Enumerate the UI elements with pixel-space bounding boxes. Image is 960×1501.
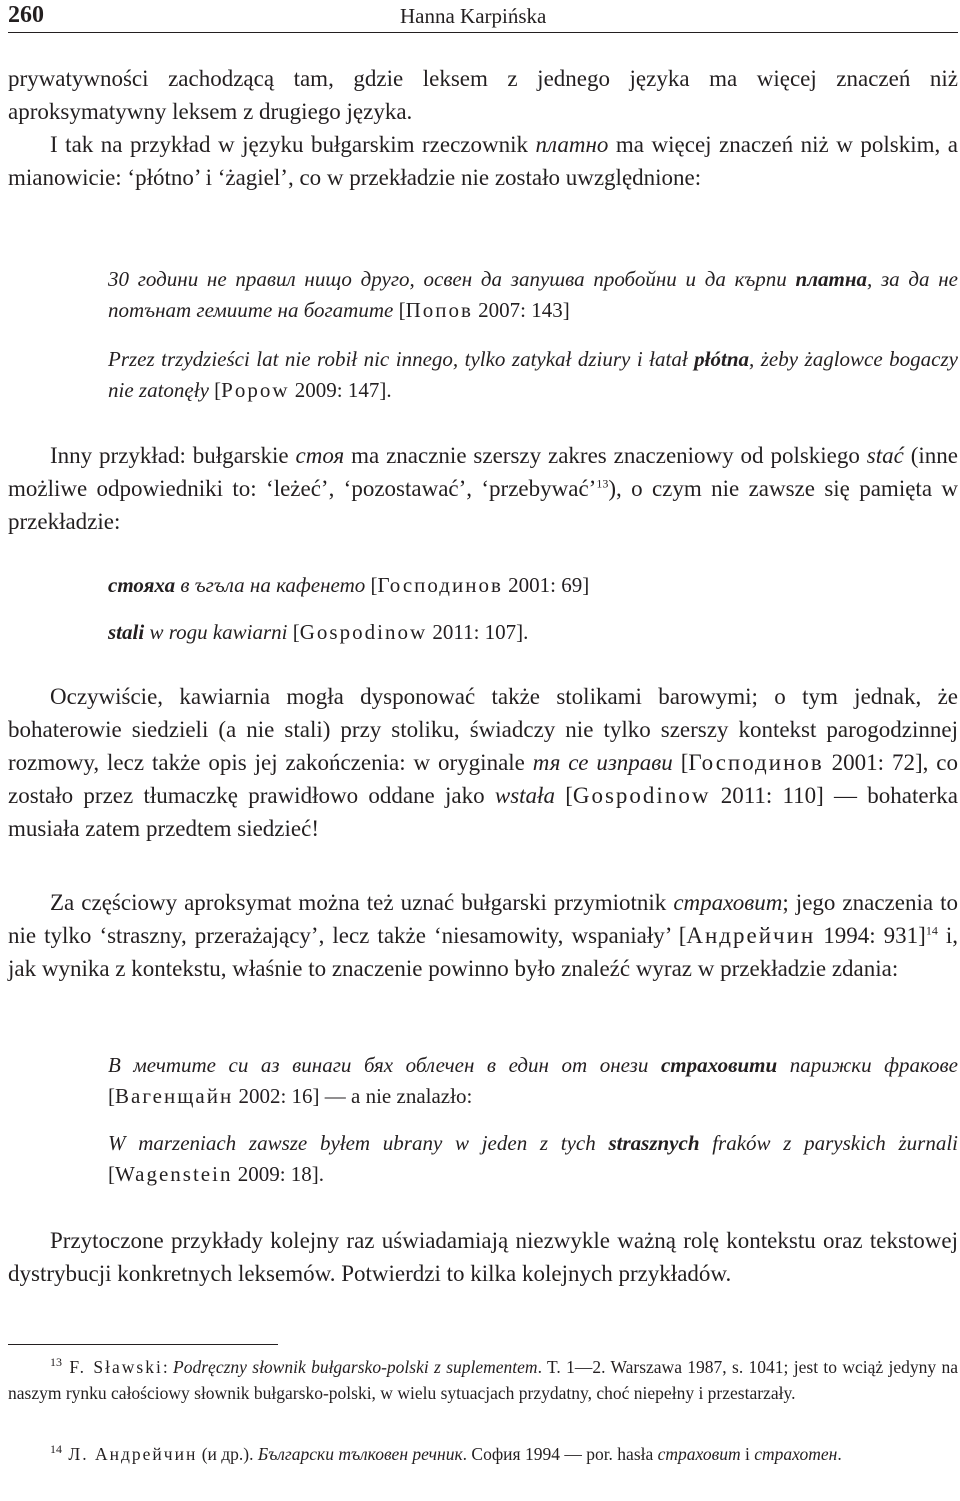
footnote-text: . София 1994 — por. hasła <box>462 1444 658 1464</box>
citation-author: Вагенщайн <box>115 1084 234 1108</box>
example-text: В мечтите си аз винаги бях облечен в един от онези <box>108 1053 661 1077</box>
citation-author: Gospodinow <box>572 783 711 808</box>
footnote-text: : <box>162 1357 174 1377</box>
footnote-divider <box>8 1344 278 1345</box>
italic-word: страховит <box>673 890 783 915</box>
italic-word: тя се изправи <box>532 750 673 775</box>
paragraph-2 <box>8 128 958 194</box>
example-text: в ъгъла на кафенето <box>175 573 371 597</box>
paragraph-5 <box>8 886 958 985</box>
paragraph-3 <box>8 439 958 538</box>
paragraph-text: 1994: 931] <box>815 923 926 948</box>
paragraph-text: [ <box>672 750 689 775</box>
citation-year: 2011: 107]. <box>427 620 529 644</box>
footnote-author: Л. Андрейчин <box>62 1444 198 1464</box>
paragraph-text: ), o czym nie zawsze się pamięta w przekładzie: <box>8 476 958 534</box>
paragraph-text: I tak na przykład w języku bułgarskim rzeczownik <box>50 132 536 157</box>
citation-author: Господинов <box>377 573 503 597</box>
citation-year: 2002: 16] — a nie znalazło: <box>233 1084 473 1108</box>
example-text: W marzeniach zawsze byłem ubrany w jeden z tych <box>108 1131 609 1155</box>
highlighted-word: stali <box>108 620 145 644</box>
footnote-text: i <box>740 1444 755 1464</box>
highlighted-word: стояха <box>108 573 176 597</box>
citation-author: Wagenstein <box>115 1162 233 1186</box>
paragraph-text: 2011: 110] — bohaterka musiała zatem przedtem siedzieć! <box>8 783 958 841</box>
example-text: , żeby żaglowce bogaczy nie zatonęły <box>108 347 958 402</box>
running-head-author: Hanna Karpińska <box>400 4 547 28</box>
example-text: fraków z paryskich żurnali <box>699 1131 958 1155</box>
citation-bracket: [ <box>398 298 406 322</box>
example-text: Przez trzydzieści lat nie robił nic innego, tylko zatykał dziury i łatał <box>108 347 695 371</box>
citation-bracket: [ <box>108 1162 115 1186</box>
citation-year: 2007: 143] <box>472 298 570 322</box>
footnote-number: 13 <box>50 1355 62 1370</box>
italic-word: платно <box>535 132 609 157</box>
citation-bracket: [ <box>370 573 378 597</box>
paragraph-text: prywatywności zachodzącą tam, gdzie leksem z jednego języka ma więcej znaczeń niż aproksymatywny leksem z drugiego języka. <box>8 66 958 124</box>
paragraph-text: Inny przykład: bułgarskie <box>50 443 296 468</box>
italic-word: страховит <box>657 1444 741 1464</box>
paragraph-text: [ <box>554 783 573 808</box>
italic-word: wstała <box>494 783 555 808</box>
example-3-bulgarian <box>108 1050 958 1112</box>
citation-bracket: [ <box>292 620 300 644</box>
footnote-14 <box>8 1441 958 1467</box>
example-1-polish <box>108 344 958 406</box>
footnote-text: . <box>837 1444 842 1464</box>
paragraph-text: ma znacznie szerszy zakres znaczeniowy od polskiego <box>344 443 867 468</box>
citation-author: Gospodinow <box>299 620 428 644</box>
italic-word: страхотен <box>754 1444 838 1464</box>
paragraph-text: i, jak wynika z kontekstu, właśnie to znaczenie powinno było znaleźć wyraz w przekładzie zdania: <box>8 923 959 981</box>
citation-year: 2009: 147]. <box>289 378 392 402</box>
example-2-bulgarian <box>108 570 958 601</box>
example-text: парижки фракове <box>777 1053 958 1077</box>
page-number: 260 <box>8 2 44 28</box>
footnote-title: Podręczny słownik bułgarsko-polski z suplementem <box>173 1357 538 1377</box>
citation-author: Попов <box>405 298 473 322</box>
example-text: w rogu kawiarni <box>144 620 293 644</box>
running-header <box>8 0 958 33</box>
paragraph-text: ma więcej znaczeń niż w polskim, a mianowicie: ‘płótno’ i ‘żagiel’, co w przekładzie nie zostało uwzględnione: <box>8 132 958 190</box>
paragraph-6 <box>8 1224 958 1290</box>
highlighted-word: страховити <box>660 1053 778 1077</box>
highlighted-word: strasznych <box>608 1131 700 1155</box>
citation-author: Андрейчин <box>686 923 816 948</box>
citation-author: Господинов <box>688 750 824 775</box>
paragraph-text: Przytoczone przykłady kolejny raz uświadamiają niezwykle ważną rolę kontekstu oraz tekstowej dystrybucji konkretnych leksemów. Potwierdzi to kilka kolejnych przykładów. <box>8 1228 958 1286</box>
paragraph-1 <box>8 62 958 128</box>
example-text: 30 години не правил нищо друго, освен да запушва пробойни и да кърпи <box>108 267 796 291</box>
example-text: , за да не потънат гемиите на богатите <box>108 267 959 322</box>
example-3-polish <box>108 1128 958 1190</box>
citation-bracket: [ <box>108 1084 115 1108</box>
highlighted-word: платна <box>795 267 867 291</box>
paragraph-text: 2001: 72], co zostało przez tłumaczkę prawidłowo oddane jako <box>8 750 958 808</box>
highlighted-word: płótna <box>694 347 750 371</box>
citation-year: 2009: 18]. <box>232 1162 325 1186</box>
footnote-13 <box>8 1354 958 1406</box>
footnote-text: . T. 1—2. Warszawa 1987, s. 1041; jest to wciąż jedyny na naszym rynku całościowy słownik bułgarsko-polski, w wielu sytuacjach przydatny, choć niepełny i przestarzały. <box>8 1357 958 1403</box>
example-2-polish <box>108 617 958 648</box>
paragraph-4 <box>8 680 958 845</box>
italic-word: стоя <box>295 443 345 468</box>
footnote-text: (и др.). <box>197 1444 258 1464</box>
paragraph-text: Za częściowy aproksymat można też uznać bułgarski przymiotnik <box>50 890 674 915</box>
footnote-ref: 13 <box>596 476 609 491</box>
footnote-number: 14 <box>50 1442 62 1457</box>
footnote-title: Български тълковен речник <box>257 1444 463 1464</box>
italic-word: stać <box>866 443 904 468</box>
paragraph-text: Oczywiście, kawiarnia mogła dysponować także stolikami barowymi; o tym jednak, że bohaterowie siedzieli (a nie stali) przy stoliku, świadczy nie tylko szerszy kontekst parogodzinnej rozmowy, lecz także opis jej zakończenia: w oryginale <box>8 684 958 775</box>
citation-author: Popow <box>221 378 290 402</box>
paragraph-text: (inne możliwe odpowiedniki to: ‘leżeć’, ‘pozostawać’, ‘przebywać’ <box>8 443 958 501</box>
footnote-author: F. Sławski <box>62 1357 163 1377</box>
example-1-bulgarian <box>108 264 958 326</box>
footnote-ref: 14 <box>925 923 938 938</box>
paragraph-text: ; jego znaczenia to nie tylko ‘straszny, przerażający’, lecz także ‘niesamowity, wspaniały’ [ <box>8 890 958 948</box>
citation-bracket: [ <box>214 378 222 402</box>
citation-year: 2001: 69] <box>502 573 590 597</box>
